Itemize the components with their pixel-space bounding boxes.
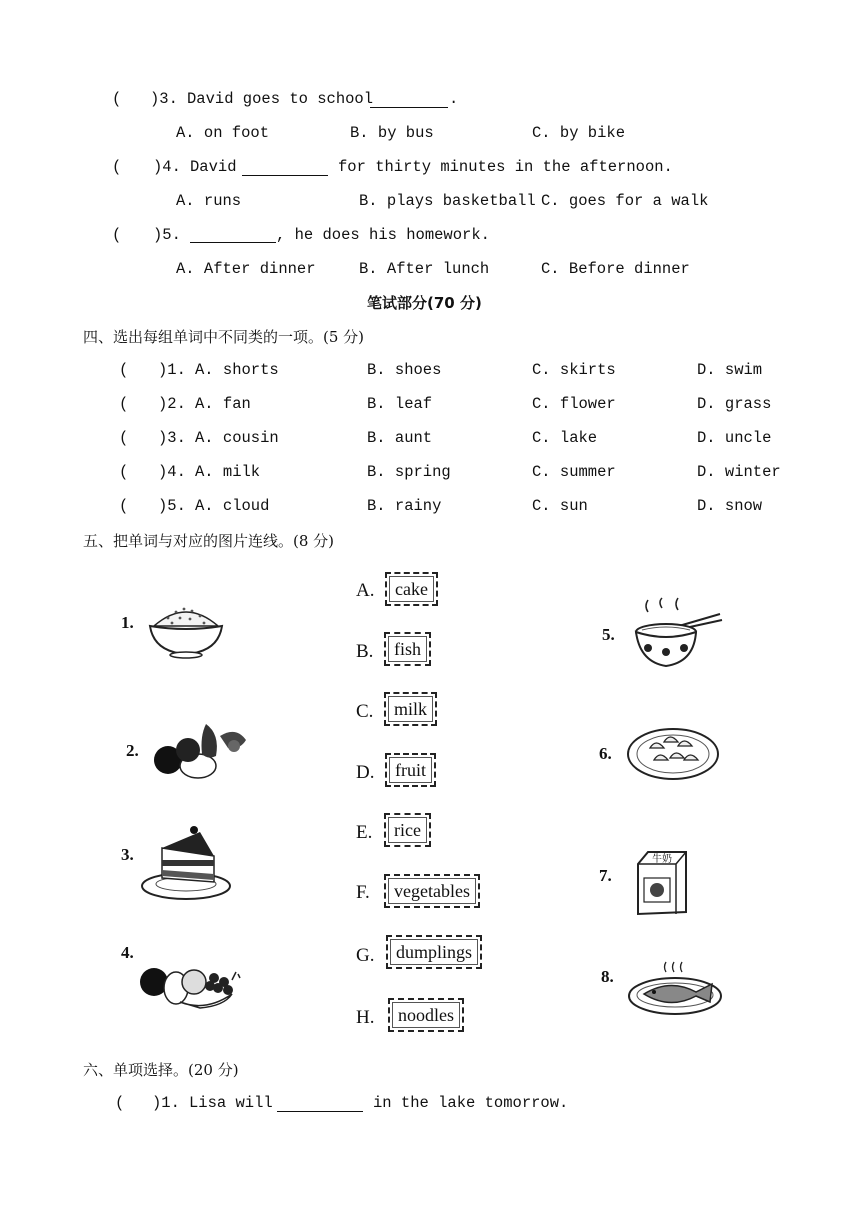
option-c: C. flower [532, 395, 616, 413]
option-b: B. After lunch [359, 260, 490, 278]
answer-blank[interactable] [190, 241, 276, 243]
option-a: A. on foot [176, 124, 270, 142]
question-end: . [449, 90, 459, 108]
answer-paren-open: ( [115, 1094, 125, 1112]
question-number: )5. [158, 497, 186, 515]
picture-number: 3. [121, 845, 134, 864]
question-number: )4. [153, 158, 181, 176]
word-letter: H. [356, 1007, 375, 1028]
option-a: A. cloud [195, 497, 270, 515]
picture-number: 4. [121, 943, 134, 962]
answer-paren-open: ( [112, 226, 122, 244]
option-d: D. uncle [697, 429, 772, 447]
option-c: C. summer [532, 463, 616, 481]
option-a: A. cousin [195, 429, 279, 447]
question-text: , he does his homework. [276, 226, 490, 244]
picture-number: 5. [602, 625, 615, 644]
section-5-title: 五、把单词与对应的图片连线。(8 分) [83, 532, 335, 550]
word-letter: D. [356, 762, 375, 783]
dumplings-plate-icon[interactable] [626, 724, 720, 782]
question-end: in the lake tomorrow. [373, 1094, 569, 1112]
option-a: A. After dinner [176, 260, 316, 278]
picture-number: 2. [126, 741, 139, 760]
option-b: B. aunt [367, 429, 433, 447]
option-d: D. snow [697, 497, 763, 515]
word-letter: E. [356, 822, 373, 843]
word-box-dumplings[interactable]: dumplings [386, 935, 482, 969]
question-number: )3. [158, 429, 186, 447]
option-c: C. sun [532, 497, 588, 515]
option-b: B. leaf [367, 395, 433, 413]
option-c: C. by bike [532, 124, 626, 142]
word-letter: F. [356, 882, 370, 903]
option-a: A. runs [176, 192, 242, 210]
picture-number: 8. [601, 967, 614, 986]
section-6-title: 六、单项选择。(20 分) [83, 1061, 239, 1079]
option-c: C. skirts [532, 361, 616, 379]
question-number: )1. [158, 361, 186, 379]
question-number: )2. [158, 395, 186, 413]
word-letter: C. [356, 701, 374, 722]
noodle-bowl-icon[interactable] [632, 598, 724, 672]
question-number: )1. [152, 1094, 180, 1112]
answer-paren-open: ( [119, 463, 129, 481]
milk-carton-icon[interactable] [632, 848, 692, 918]
word-box-fish[interactable]: fish [384, 632, 431, 666]
word-box-milk[interactable]: milk [384, 692, 437, 726]
picture-number: 6. [599, 744, 612, 763]
option-d: D. grass [697, 395, 772, 413]
answer-paren-open: ( [119, 361, 129, 379]
answer-paren-open: ( [119, 497, 129, 515]
word-box-vegetables[interactable]: vegetables [384, 874, 480, 908]
section-4-title: 四、选出每组单词中不同类的一项。(5 分) [83, 328, 365, 346]
question-number: )4. [158, 463, 186, 481]
question-text: David goes to school [187, 90, 374, 108]
written-part-title: 笔试部分(70 分) [367, 294, 482, 312]
option-a: A. shorts [195, 361, 279, 379]
option-a: A. fan [195, 395, 251, 413]
option-c: C. goes for a walk [541, 192, 709, 210]
answer-paren-open: ( [119, 395, 129, 413]
picture-number: 7. [599, 866, 612, 885]
fruit-icon[interactable] [136, 958, 242, 1012]
option-b: B. plays basketball [359, 192, 536, 210]
cake-slice-icon[interactable] [140, 826, 232, 902]
vegetables-icon[interactable] [150, 716, 250, 782]
word-box-noodles[interactable]: noodles [388, 998, 464, 1032]
answer-blank[interactable] [242, 174, 328, 176]
question-text: David [190, 158, 237, 176]
word-letter: G. [356, 945, 375, 966]
question-number: )3. [150, 90, 178, 108]
option-b: B. by bus [350, 124, 434, 142]
word-box-cake[interactable]: cake [385, 572, 438, 606]
answer-blank[interactable] [277, 1110, 363, 1112]
question-end: for thirty minutes in the afternoon. [338, 158, 673, 176]
answer-paren-open: ( [112, 90, 122, 108]
fish-plate-icon[interactable] [626, 960, 724, 1018]
question-text: Lisa will [189, 1094, 273, 1112]
milk-carton-label: 牛奶 [652, 854, 672, 865]
answer-blank[interactable] [370, 106, 448, 108]
option-c: C. Before dinner [541, 260, 690, 278]
answer-paren-open: ( [112, 158, 122, 176]
option-b: B. spring [367, 463, 451, 481]
word-box-rice[interactable]: rice [384, 813, 431, 847]
rice-bowl-icon[interactable] [146, 596, 226, 660]
answer-paren-open: ( [119, 429, 129, 447]
word-letter: B. [356, 641, 374, 662]
option-b: B. shoes [367, 361, 442, 379]
word-box-fruit[interactable]: fruit [385, 753, 436, 787]
question-number: )5. [153, 226, 181, 244]
option-b: B. rainy [367, 497, 442, 515]
word-letter: A. [356, 580, 375, 601]
option-d: D. swim [697, 361, 763, 379]
option-d: D. winter [697, 463, 781, 481]
picture-number: 1. [121, 613, 134, 632]
option-c: C. lake [532, 429, 598, 447]
option-a: A. milk [195, 463, 261, 481]
